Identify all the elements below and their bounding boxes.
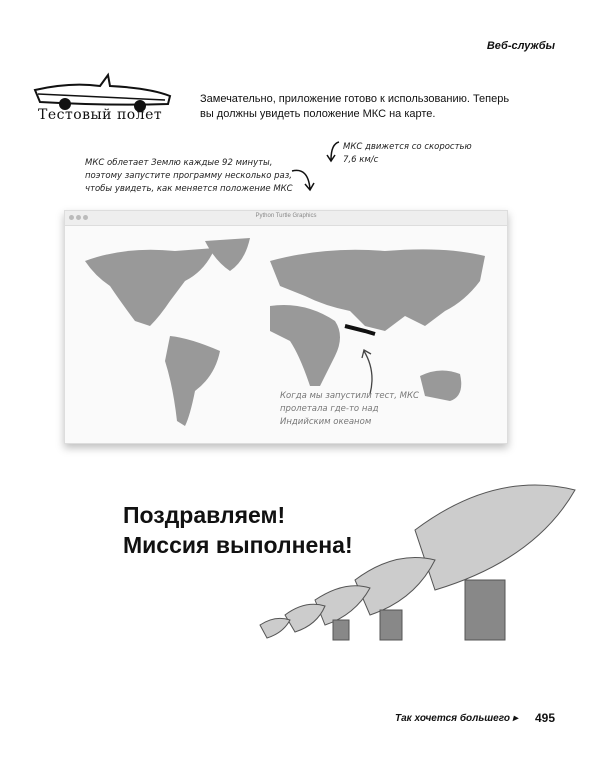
window-title: Python Turtle Graphics (255, 213, 317, 219)
page-number: 495 (535, 711, 556, 725)
position-note: Когда мы запустили тест, МКС пролетала где-то над Индийским океаном (280, 391, 419, 427)
australia (420, 370, 461, 401)
north-america (85, 248, 215, 326)
intro-paragraph: Замечательно, приложение готово к использованию. Теперь вы должны увидеть положение МКС на карте. (200, 93, 510, 120)
logo-title: Тестовый полет (38, 107, 163, 123)
next-link: Так хочется большего ▸ (395, 713, 518, 724)
radio-telescopes-image (235, 470, 585, 660)
africa (270, 305, 340, 386)
congrats-line-2: Миссия выполнена! (123, 532, 353, 558)
congrats-line-1: Поздравляем! (123, 502, 286, 528)
arrow-icon (325, 140, 345, 165)
section-header: Веб-службы (486, 40, 555, 52)
orbit-note: МКС облетает Землю каждые 92 минуты, поэтому запустите программу несколько раз, чтобы увидеть, как меняется положение МКС (85, 158, 293, 194)
arrow-icon (360, 346, 380, 396)
speed-note: МКС движется со скоростью 7,6 км/с (343, 142, 472, 165)
arrow-icon (290, 165, 320, 195)
south-america (165, 336, 220, 426)
window-titlebar (65, 211, 507, 226)
